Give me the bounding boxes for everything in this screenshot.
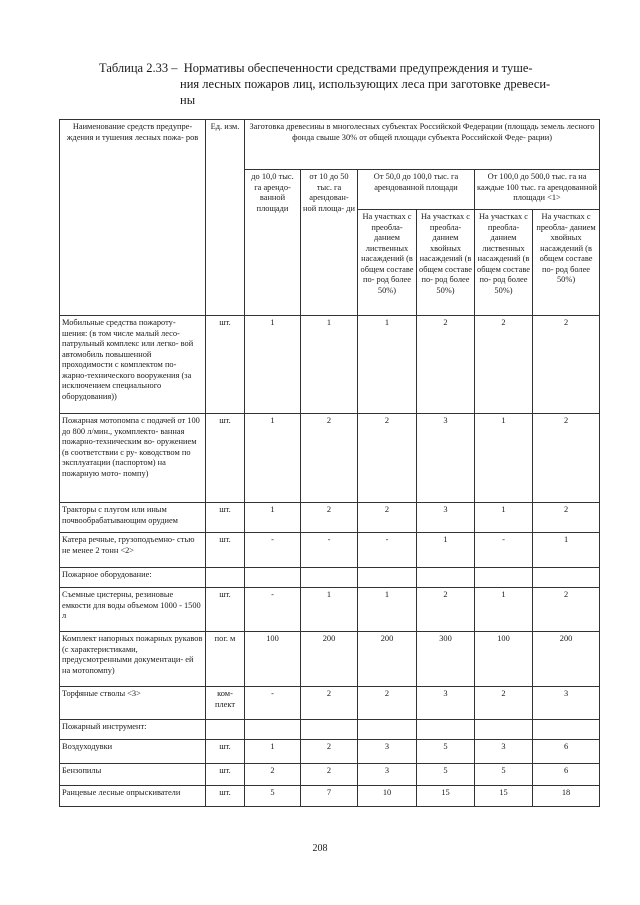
row-name: Торфяные стволы <3> — [60, 687, 206, 720]
row-value: 3 — [417, 503, 475, 533]
row-value: 5 — [417, 740, 475, 764]
header-leaf-3: На участках с преобла- данием лиственных насаждений (в общем составе по- род более 50%) — [475, 210, 533, 316]
header-leaf-4: На участках с преобла- данием хвойных насаждений (в общем составе по- род более 50%) — [533, 210, 600, 316]
row-value: 2 — [301, 503, 358, 533]
header-sub-1: до 10,0 тыс. га арендо- ванной площади — [245, 170, 301, 316]
table-row — [60, 740, 600, 764]
header-sub-3: От 50,0 до 100,0 тыс. га арендованной площади — [358, 170, 475, 210]
table-row — [60, 316, 600, 414]
table-row — [60, 786, 600, 807]
header-group: Заготовка древесины в многолесных субъектах Российской Федерации (площадь земель лесного фонда свыше 30% от общей площади субъекта Российской Феде- рации) — [245, 120, 600, 170]
row-unit: шт. — [206, 533, 245, 568]
row-unit — [206, 568, 245, 588]
row-value — [417, 568, 475, 588]
row-value — [301, 568, 358, 588]
row-value — [475, 568, 533, 588]
row-value — [475, 720, 533, 740]
row-value: 1 — [301, 316, 358, 414]
row-value: 1 — [417, 533, 475, 568]
row-value — [358, 568, 417, 588]
row-value: 2 — [475, 687, 533, 720]
norms-table — [59, 119, 600, 807]
row-name: Воздуходувки — [60, 740, 206, 764]
row-value: 3 — [417, 414, 475, 503]
header-unit: Ед. изм. — [206, 120, 245, 316]
row-value: 15 — [417, 786, 475, 807]
caption-line-2: ния лесных пожаров лиц, использующих леса при заготовке древеси- — [180, 77, 551, 91]
row-value: 3 — [417, 687, 475, 720]
table-row — [60, 533, 600, 568]
row-value: 2 — [475, 316, 533, 414]
table-row — [60, 414, 600, 503]
row-value: 2 — [358, 687, 417, 720]
row-value — [301, 720, 358, 740]
row-value — [533, 720, 600, 740]
row-name: Бензопилы — [60, 764, 206, 786]
row-unit — [206, 720, 245, 740]
row-value: 3 — [358, 764, 417, 786]
header-sub-4: От 100,0 до 500,0 тыс. га на каждые 100 тыс. га арендованной площади <1> — [475, 170, 600, 210]
table-row — [60, 632, 600, 687]
header-name: Наименование средств предупре- ждения и тушения лесных пожа- ров — [60, 120, 206, 316]
row-value: 200 — [533, 632, 600, 687]
row-value: 2 — [301, 414, 358, 503]
row-value: 3 — [475, 740, 533, 764]
row-unit: шт. — [206, 503, 245, 533]
row-value: 200 — [301, 632, 358, 687]
row-value: 2 — [245, 764, 301, 786]
row-value: 7 — [301, 786, 358, 807]
row-value — [417, 720, 475, 740]
row-name: Комплект напорных пожарных рукавов (с характеристиками, предусмотренными документаци- ей на мотопомпу) — [60, 632, 206, 687]
row-value: - — [245, 687, 301, 720]
caption-line-3: ны — [180, 93, 196, 107]
row-value: 100 — [475, 632, 533, 687]
row-value: 1 — [358, 316, 417, 414]
row-value: 2 — [301, 687, 358, 720]
row-value: 2 — [301, 740, 358, 764]
row-value: 2 — [417, 316, 475, 414]
row-value: 18 — [533, 786, 600, 807]
row-value: 6 — [533, 764, 600, 786]
row-name: Пожарная мотопомпа с подачей от 100 до 800 л/мин., укомплекто- ванная пожарно-техническим во- оружением (в соответствии с ру- ководством по эксплуатации (паспортом) на пожарную мото- помпу) — [60, 414, 206, 503]
row-name: Тракторы с плугом или иным почвообрабатывающим орудием — [60, 503, 206, 533]
row-value: 1 — [475, 503, 533, 533]
row-value: 5 — [245, 786, 301, 807]
caption-prefix: Таблица 2.33 – — [99, 61, 178, 75]
row-value: - — [301, 533, 358, 568]
table-row — [60, 764, 600, 786]
header-leaf-1: На участках с преобла- данием лиственных насаждений (в общем составе по- род более 50%) — [358, 210, 417, 316]
caption-line-1: Нормативы обеспеченности средствами предупреждения и туше- — [183, 61, 533, 75]
row-value: - — [358, 533, 417, 568]
row-value: 5 — [417, 764, 475, 786]
row-name: Катера речные, грузоподъемно- стью не менее 2 тонн <2> — [60, 533, 206, 568]
row-value: 1 — [245, 503, 301, 533]
row-value: 100 — [245, 632, 301, 687]
row-unit: шт. — [206, 740, 245, 764]
row-value: 2 — [417, 588, 475, 632]
row-value: 1 — [358, 588, 417, 632]
table-caption — [99, 60, 569, 108]
row-value: 15 — [475, 786, 533, 807]
row-value — [245, 568, 301, 588]
row-value: 2 — [533, 503, 600, 533]
row-value: 1 — [245, 316, 301, 414]
row-value: - — [245, 533, 301, 568]
row-name: Пожарное оборудование: — [60, 568, 206, 588]
row-name: Ранцевые лесные опрыскиватели — [60, 786, 206, 807]
row-value: 3 — [358, 740, 417, 764]
row-value: 2 — [533, 588, 600, 632]
row-value: 2 — [533, 414, 600, 503]
row-value: 10 — [358, 786, 417, 807]
row-value: 2 — [358, 414, 417, 503]
row-name: Пожарный инструмент: — [60, 720, 206, 740]
row-value: 1 — [245, 740, 301, 764]
row-value: 1 — [245, 414, 301, 503]
row-unit: шт. — [206, 588, 245, 632]
row-unit: пог. м — [206, 632, 245, 687]
row-value: 1 — [475, 588, 533, 632]
row-value: 2 — [301, 764, 358, 786]
table-row — [60, 568, 600, 588]
row-value: 2 — [533, 316, 600, 414]
table-row — [60, 588, 600, 632]
row-value: 200 — [358, 632, 417, 687]
row-value: - — [245, 588, 301, 632]
row-unit: шт. — [206, 414, 245, 503]
row-value: 3 — [533, 687, 600, 720]
row-name: Мобильные средства пожароту- шения: (в том числе малый лесо- патрульный комплекс или легко- вой автомобиль повышенной проходимости с комплектом по- жарно-технического вооружения (за исключением специального оборудования)) — [60, 316, 206, 414]
row-value: 2 — [358, 503, 417, 533]
row-unit: шт. — [206, 786, 245, 807]
row-unit: шт. — [206, 316, 245, 414]
table-row — [60, 720, 600, 740]
row-value — [533, 568, 600, 588]
row-value: 1 — [301, 588, 358, 632]
table-row — [60, 687, 600, 720]
row-unit: ком- плект — [206, 687, 245, 720]
page-number: 208 — [312, 843, 328, 854]
header-sub-2: от 10 до 50 тыс. га арендован- ной площа- ди — [301, 170, 358, 316]
row-value: 300 — [417, 632, 475, 687]
row-name: Съемные цистерны, резиновые емкости для воды объемом 1000 - 1500 л — [60, 588, 206, 632]
row-value: 1 — [475, 414, 533, 503]
row-value: 6 — [533, 740, 600, 764]
row-value: 1 — [533, 533, 600, 568]
row-value: - — [475, 533, 533, 568]
row-value — [358, 720, 417, 740]
row-value: 5 — [475, 764, 533, 786]
header-leaf-2: На участках с преобла- данием хвойных насаждений (в общем составе по- род более 50%) — [417, 210, 475, 316]
row-unit: шт. — [206, 764, 245, 786]
row-value — [245, 720, 301, 740]
table-row — [60, 503, 600, 533]
